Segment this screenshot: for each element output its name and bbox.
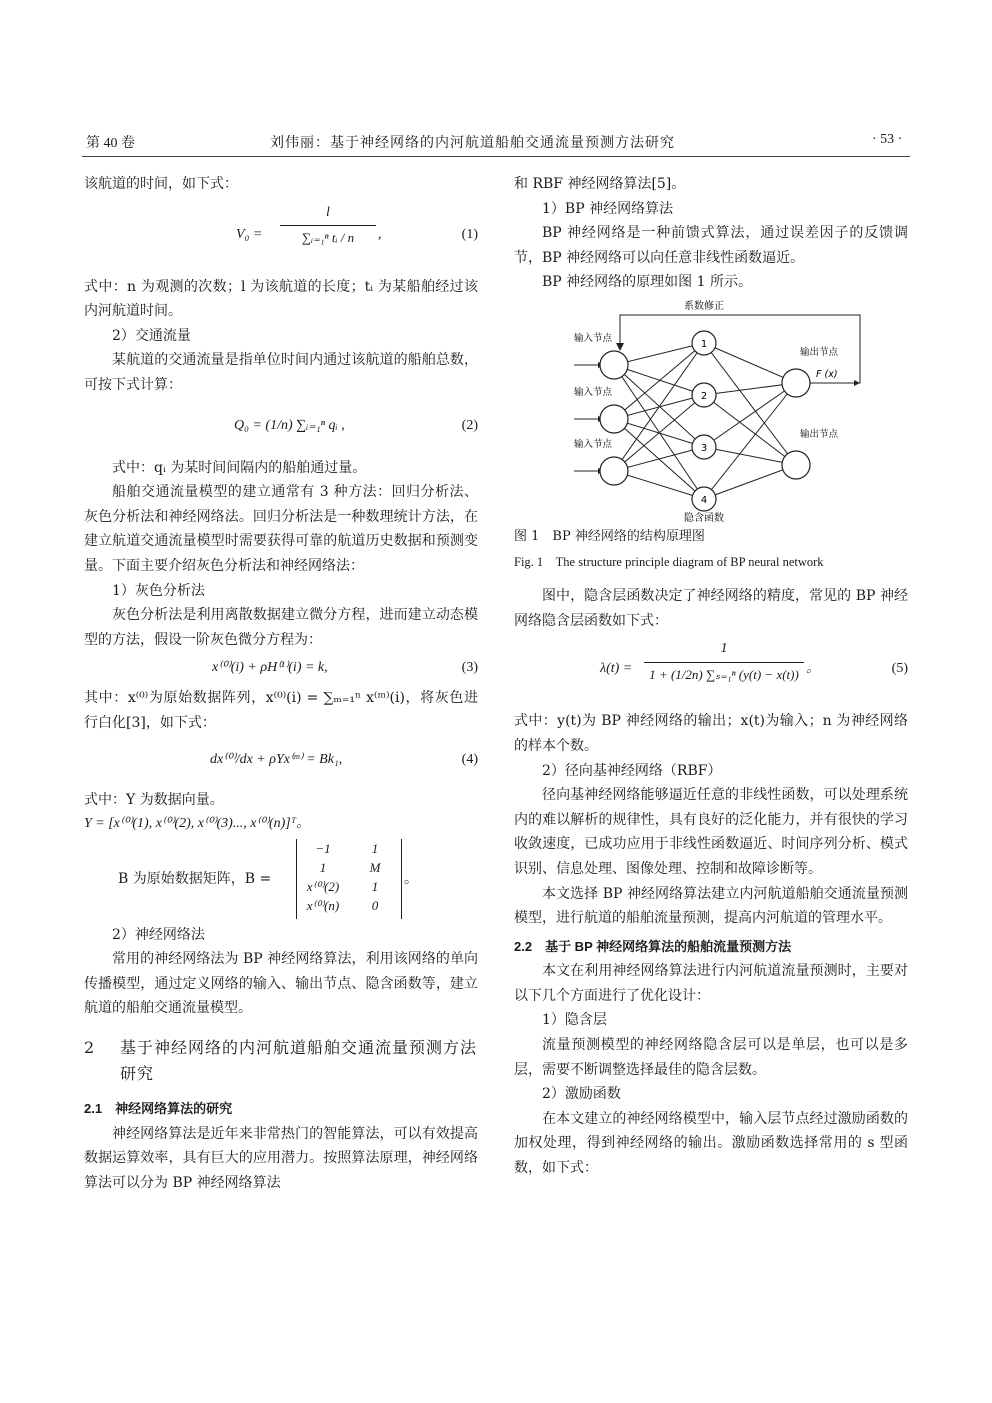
paragraph: 常用的神经网络法为 BP 神经网络算法，利用该网络的单向传播模型，通过定义网络的输入、输出节点、隐含函数等，建立航道的船舶交通流量模型。 bbox=[84, 951, 478, 1017]
connection-line bbox=[704, 343, 796, 383]
connection-line bbox=[614, 365, 704, 499]
equation-5 bbox=[514, 633, 908, 709]
paragraph: 灰色分析法是利用离散数据建立微分方程，进而建立动态模型的方法，假设一阶灰色微分方程为： bbox=[84, 607, 478, 648]
heading-nn: 2）神经网络法 bbox=[112, 926, 205, 943]
heading-grey: 1）灰色分析法 bbox=[112, 582, 205, 599]
bp-network-diagram bbox=[514, 295, 908, 525]
figure-caption-en: Fig. 1 The structure principle diagram of BP neural network bbox=[514, 554, 824, 569]
eq5-lhs: λ(t) = bbox=[600, 661, 633, 677]
coef-label: 系数修正 bbox=[684, 300, 724, 312]
matrix-cell: 0 bbox=[371, 897, 379, 913]
output-arrowhead bbox=[854, 380, 860, 386]
matrix-cell: 1 bbox=[371, 878, 379, 894]
paragraph: 其中：x⁽⁰⁾为原始数据阵列，x⁽⁰⁾(i) = ∑ₘ₌₁ⁿ x⁽ᵐ⁾(i)，将灰色进行白化[3]，如下式： bbox=[84, 690, 478, 731]
eq4-body: dx⁽⁰⁾/dx + ρYx⁽ᵐ⁾ = Bk₁, bbox=[210, 751, 343, 767]
paragraph: 该航道的时间，如下式： bbox=[84, 176, 238, 192]
input-node bbox=[600, 351, 628, 379]
section-2-heading bbox=[84, 1035, 478, 1091]
right-column bbox=[514, 172, 908, 1181]
input-node-label: 输入节点 bbox=[574, 438, 613, 450]
eq3-number: (3) bbox=[461, 660, 478, 676]
paragraph: 式中：n 为观测的次数；l 为该航道的长度；tᵢ 为某船舶经过该内河航道时间。 bbox=[84, 278, 478, 320]
fx-label: F (x) bbox=[816, 368, 838, 380]
matrix-rows bbox=[297, 839, 401, 915]
matrix-B-label: B 为原始数据矩阵，B = bbox=[118, 870, 272, 887]
paragraph: 流量预测模型的神经网络隐含层可以是单层，也可以是多层，需要不断调整选择最佳的隐含层数。 bbox=[514, 1037, 908, 1078]
page-number: · 53 · bbox=[872, 132, 903, 147]
output-node bbox=[782, 369, 810, 397]
paragraph: 神经网络算法是近年来非常热门的智能算法，可以有效提高数据运算效率，具有巨大的应用潜力。按照算法原理，神经网络算法可以分为 BP 神经网络算法 bbox=[84, 1125, 478, 1191]
equation-3 bbox=[84, 652, 478, 686]
heading-activation: 2）激励函数 bbox=[542, 1086, 621, 1103]
eq5-denominator: 1 + (1/2n) ∑ₛ₌₁ⁿ (y(t) − x(t)) bbox=[649, 666, 799, 682]
paragraph: 式中：qᵢ 为某时间间隔内的船舶通过量。 bbox=[112, 459, 367, 476]
eq1-numerator: l bbox=[280, 201, 376, 227]
left-column bbox=[84, 172, 478, 1195]
paragraph: 图中，隐含层函数决定了神经网络的精度，常见的 BP 神经网络隐含层函数如下式： bbox=[514, 588, 908, 629]
hidden-node-number: 1 bbox=[700, 338, 708, 350]
matrix-row bbox=[297, 877, 401, 896]
matrix-cell: −1 bbox=[315, 840, 331, 856]
output-node-label: 输出节点 bbox=[800, 346, 839, 358]
paragraph: 本文选择 BP 神经网络算法建立内河航道船舶交通流量预测模型，进行航道的船舶流量预测，提高内河航道的管理水平。 bbox=[514, 885, 908, 927]
output-node-label: 输出节点 bbox=[800, 428, 839, 440]
running-title: 刘伟丽：基于神经网络的内河航道船舶交通流量预测方法研究 bbox=[270, 136, 675, 151]
output-node bbox=[782, 451, 810, 479]
heading-traffic: 2）交通流量 bbox=[112, 327, 191, 344]
input-node bbox=[600, 457, 628, 485]
matrix-cell: M bbox=[369, 859, 381, 875]
hidden-node-number: 2 bbox=[700, 390, 708, 402]
eq1-fraction bbox=[280, 201, 376, 251]
input-node bbox=[600, 405, 628, 433]
matrix-cell: x⁽⁰⁾(n) bbox=[306, 897, 340, 913]
matrix-B bbox=[296, 839, 402, 919]
paragraph: 和 RBF 神经网络算法[5]。 bbox=[514, 176, 686, 192]
figure-1 bbox=[514, 295, 908, 525]
eq4-number: (4) bbox=[461, 751, 478, 767]
eq1-number: (1) bbox=[461, 226, 478, 242]
header-rule bbox=[82, 156, 910, 157]
paragraph: BP 神经网络是一种前馈式算法，通过误差因子的反馈调节，BP 神经网络可以向任意非线性函数逼近。 bbox=[514, 225, 908, 266]
heading-rbf: 2）径向基神经网络（RBF） bbox=[542, 762, 722, 779]
matrix-tail: 。 bbox=[404, 870, 418, 887]
eq5-numerator: 1 bbox=[644, 637, 804, 663]
paragraph: 式中：y(t)为 BP 神经网络的输出；x(t)为输入；n 为神经网络的样本个数。 bbox=[514, 713, 908, 754]
volume-label: 第 40 卷 bbox=[86, 136, 135, 151]
matrix-row bbox=[297, 858, 401, 877]
input-node-label: 输入节点 bbox=[574, 386, 613, 398]
eq1-lhs: V₀ = bbox=[236, 226, 263, 242]
paragraph: 在本文建立的神经网络模型中，输入层节点经过激励函数的加权处理，得到神经网络的输出。激励函数选择常用的 s 型函数，如下式： bbox=[514, 1110, 908, 1177]
matrix-cell: 1 bbox=[319, 859, 327, 875]
connection-line bbox=[704, 343, 796, 465]
eq5-fraction bbox=[644, 637, 804, 687]
hidden-layer-label: 隐含函数 bbox=[684, 512, 724, 524]
eq2-number: (2) bbox=[461, 417, 478, 433]
matrix-cell: x⁽⁰⁾(2) bbox=[306, 878, 340, 894]
eq3-body: x⁽⁰⁾(i) + ρH⁽¹⁾(i) = k, bbox=[212, 660, 328, 676]
equation-4 bbox=[84, 736, 478, 788]
eq2-body: Q₀ = (1/n) ∑ᵢ₌₁ⁿ qᵢ , bbox=[234, 417, 345, 433]
matrix-row bbox=[297, 839, 401, 858]
eq5-number: (5) bbox=[891, 661, 908, 677]
eq5-tail: 。 bbox=[806, 661, 820, 677]
figure-caption-cn: 图 1 BP 神经网络的结构原理图 bbox=[514, 528, 705, 544]
hidden-node-number: 4 bbox=[700, 494, 708, 506]
equation-2 bbox=[84, 398, 478, 456]
paragraph: 径向基神经网络能够逼近任意的非线性函数，可以处理系统内的难以解析的规律性，具有良好的泛化能力，并有很快的学习收敛速度，已成功应用于非线性函数逼近、时间序列分析、模式识别、信息处理、图像处理、控制和故障诊断等。 bbox=[514, 787, 908, 877]
feedback-arrow bbox=[616, 343, 624, 351]
subsection-2-2: 2.2 基于 BP 神经网络算法的船舶流量预测方法 bbox=[514, 938, 792, 954]
connection-line bbox=[704, 395, 796, 465]
eq1-denominator: ∑ᵢ₌₁ⁿ tᵢ / n bbox=[301, 230, 355, 246]
eq1-tail: , bbox=[378, 226, 382, 242]
paragraph: 本文在利用神经网络算法进行内河航道流量预测时，主要对以下几个方面进行了优化设计： bbox=[514, 963, 908, 1004]
paragraph: 某航道的交通流量是指单位时间内通过该航道的船舶总数，可按下式计算： bbox=[84, 352, 478, 393]
subsection-2-1: 2.1 神经网络算法的研究 bbox=[84, 1101, 233, 1117]
connection-line bbox=[704, 383, 796, 447]
paragraph: 式中：Y 为数据向量。 bbox=[84, 791, 224, 808]
equation-1 bbox=[84, 197, 478, 275]
input-node-label: 输入节点 bbox=[574, 332, 613, 344]
matrix-cell: 1 bbox=[371, 840, 379, 856]
matrix-row bbox=[297, 896, 401, 915]
matrix-B-block bbox=[84, 837, 478, 923]
heading-bp: 1）BP 神经网络算法 bbox=[542, 200, 674, 217]
equation-Y: Y = [x⁽⁰⁾(1), x⁽⁰⁾(2), x⁽⁰⁾(3)..., x⁽⁰⁾(n)]ᵀ。 bbox=[84, 816, 311, 832]
hidden-node-number: 3 bbox=[700, 442, 708, 454]
paragraph: 船舶交通流量模型的建立通常有 3 种方法：回归分析法、灰色分析法和神经网络法。回归分析法是一种数理统计方法，在建立航道交通流量模型时需要获得可靠的航道历史数据和预测变量。下面主要介绍灰色分析法和神经网络法： bbox=[84, 484, 478, 574]
section-number: 2 bbox=[84, 1038, 95, 1058]
heading-hidden: 1）隐含层 bbox=[542, 1012, 607, 1029]
paragraph: BP 神经网络的原理如图 1 所示。 bbox=[542, 274, 752, 291]
section-title: 基于神经网络的内河航道船舶交通流量预测方法研究 bbox=[120, 1038, 478, 1084]
